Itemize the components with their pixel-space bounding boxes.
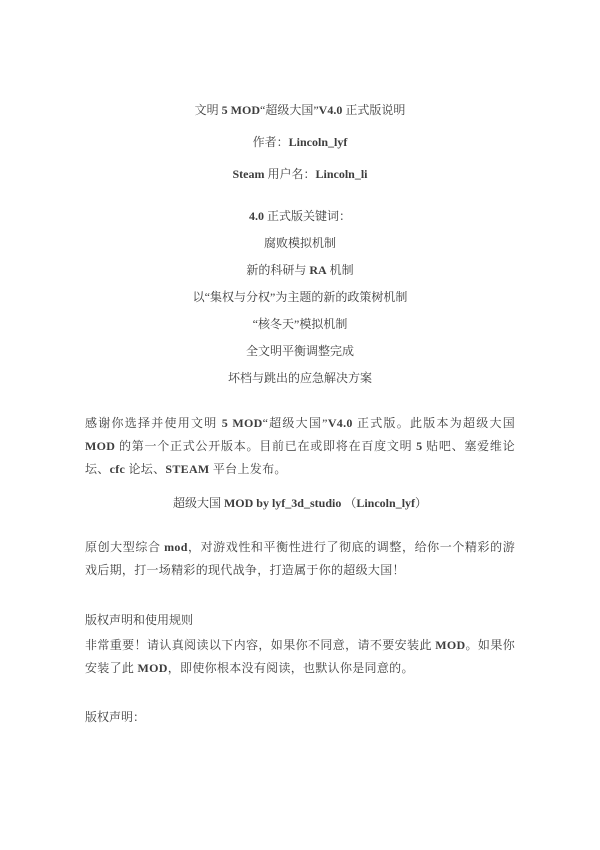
page-title: 文明 5 MOD“超级大国”V4.0 正式版说明 — [194, 103, 406, 117]
author-line: 作者：Lincoln_lyf — [252, 135, 348, 149]
keyword-item: 新的科研与 RA 机制 — [246, 263, 354, 277]
license-warning-paragraph: 非常重要！请认真阅读以下内容，如果你不同意，请不要安装此 MOD。如果你安装了此 MOD，即使你根本没有阅读，也默认你是同意的。 — [85, 638, 516, 675]
keywords-heading: 4.0 正式版关键词： — [248, 209, 351, 223]
keyword-item: “核冬天”模拟机制 — [252, 317, 348, 331]
keyword-item: 全文明平衡调整完成 — [245, 344, 354, 358]
description-paragraph: 原创大型综合 mod，对游戏性和平衡性进行了彻底的调整，给你一个精彩的游戏后期，打一场精彩的现代战争，打造属于你的超级大国！ — [85, 540, 515, 577]
keyword-item: 坏档与跳出的应急解决方案 — [227, 371, 372, 385]
copyright-heading: 版权声明： — [85, 710, 146, 724]
keyword-item: 以“集权与分权”为主题的新的政策树机制 — [192, 290, 408, 304]
steam-username-line: Steam 用户名：Lincoln_li — [232, 167, 368, 181]
mod-byline: 超级大国 MOD by lyf_3d_studio （Lincoln_lyf） — [172, 496, 428, 510]
intro-paragraph: 感谢你选择并使用文明 5 MOD“超级大国”V4.0 正式版。此版本为超级大国 MOD 的第一个正式公开版本。目前已在或即将在百度文明 5 贴吧、塞爱维论坛、cfc 论坛、STEAM 平台上发布。 — [85, 416, 516, 476]
keyword-item: 腐败模拟机制 — [263, 236, 336, 250]
license-section-heading: 版权声明和使用规则 — [85, 613, 194, 627]
